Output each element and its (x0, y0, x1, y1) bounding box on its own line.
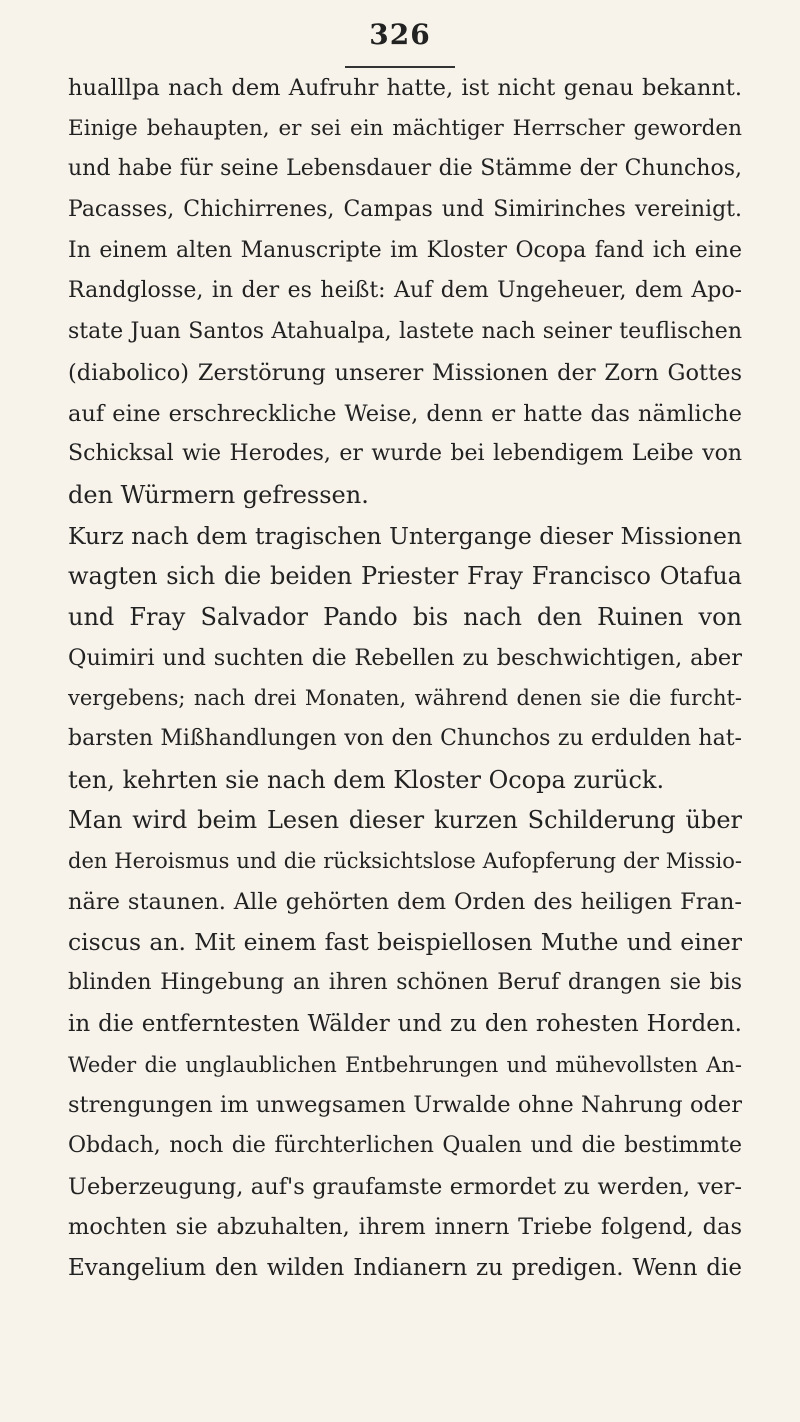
text-line: mochten sie abzuhalten, ihrem innern Triebe folgend, das (68, 1214, 742, 1241)
text-line: und Fray Salvador Pando bis nach den Ruinen von (68, 602, 742, 631)
text-line: Weder die unglaublichen Entbehrungen und mühevollsten An- (68, 1052, 742, 1077)
text-line: auf eine erschreckliche Weise, denn er hatte das nämliche (68, 400, 742, 427)
text-line: Obdach, noch die fürchterlichen Qualen und die bestimmte (68, 1132, 742, 1158)
text-line: Schicksal wie Herodes, er wurde bei lebendigem Leibe von (68, 441, 742, 467)
text-line: In einem alten Manuscripte im Kloster Ocopa fand ich eine (68, 237, 742, 263)
text-line: strengungen im unwegsamen Urwalde ohne Nahrung oder (68, 1092, 742, 1119)
text-line: näre staunen. Alle gehörten dem Orden des heiligen Fran- (68, 888, 742, 915)
text-line: Einige behaupten, er sei ein mächtiger Herrscher geworden (68, 115, 742, 141)
text-line: Randglosse, in der es heißt: Auf dem Ungeheuer, dem Apo- (68, 278, 742, 304)
text-line: blinden Hingebung an ihren schönen Beruf drangen sie bis (68, 970, 742, 996)
text-line: Pacasses, Chichirrenes, Campas und Simirinches vereinigt. (68, 197, 742, 223)
text-line: Quimiri und suchten die Rebellen zu beschwichtigen, aber (68, 644, 742, 671)
body-text (68, 68, 742, 1289)
text-line: hualllpa nach dem Aufruhr hatte, ist nicht genau bekannt. (68, 75, 742, 101)
text-line: ciscus an. Mit einem fast beispiellosen Muthe und einer (68, 928, 742, 957)
text-line: Man wird beim Lesen dieser kurzen Schilderung über (68, 806, 742, 835)
text-line: Evangelium den wilden Indianern zu predigen. Wenn die (68, 1254, 742, 1281)
text-line: in die entferntesten Wälder und zu den rohesten Horden. (68, 1010, 742, 1037)
text-line: state Juan Santos Atahualpa, lastete nach seiner teuflischen (68, 319, 742, 345)
page-number: 326 (369, 18, 431, 51)
text-line: Kurz nach dem tragischen Untergange dieser Missionen (68, 521, 742, 550)
text-line: wagten sich die beiden Priester Fray Francisco Otafua (68, 562, 742, 591)
text-line: ten, kehrten sie nach dem Kloster Ocopa zurück. (68, 765, 665, 794)
text-line: den Würmern gefressen. (68, 480, 369, 509)
text-line: vergebens; nach drei Monaten, während denen sie die furcht- (68, 686, 742, 711)
text-line: und habe für seine Lebensdauer die Stämme der Chunchos, (68, 156, 742, 182)
text-line: (diabolico) Zerstörung unserer Missionen der Zorn Gottes (68, 359, 742, 386)
text-line: den Heroismus und die rücksichtslose Aufopferung der Missio- (68, 849, 742, 874)
text-line: barsten Mißhandlungen von den Chunchos zu erdulden hat- (68, 726, 742, 751)
text-line: Ueberzeugung, auf's graufamste ermordet zu werden, ver- (68, 1173, 742, 1200)
